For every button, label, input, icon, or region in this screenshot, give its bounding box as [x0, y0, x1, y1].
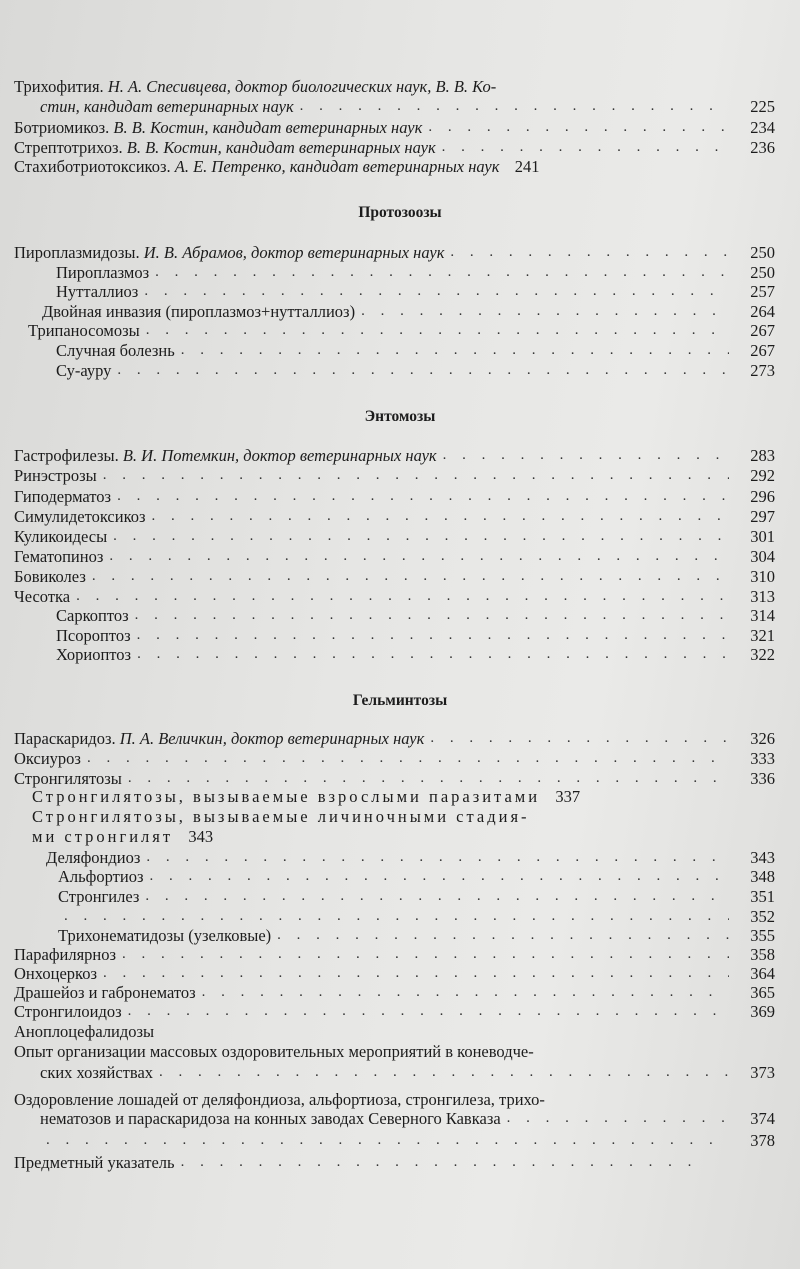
toc-entry-alfortiosis: Альфортиоз . . . 348 [58, 866, 775, 887]
toc-entry-oxyurosis: Оксиуроз . . . 333 [14, 748, 775, 769]
toc-entry-hypodermatosis: Гиподерматоз . . . 296 [14, 486, 775, 507]
toc-entry-streptotrichosis: Стрептотрихоз. В. В. Костин, кандидат ветеринарных наук . . . 236 [14, 137, 775, 158]
toc-entry-piroplasmosis: Пироплазмоз . . . 250 [56, 262, 775, 283]
toc-entry-strongylosis: Стронгилез . . . 351 [58, 886, 775, 907]
toc-entry-horse-recovery-line1: Оздоровление лошадей от деляфондиоза, альфортиоза, стронгилеза, трихо- [14, 1090, 545, 1109]
toc-entry-dourine: Случная болезнь . . . 267 [56, 340, 775, 361]
toc-entry-gastrophilosis: Гастрофилезы. В. И. Потемкин, доктор ветеринарных наук . . . 283 [14, 445, 775, 466]
toc-entry-stachybotryotoxicosis: Стахиботриотоксикоз. А. Е. Петренко, кандидат ветеринарных наук 241 [14, 157, 540, 176]
section-heading-helminthoses: Гельминтозы [352, 692, 448, 709]
toc-entry-strongylatoses-larval-line1: Стронгилятозы, вызываемые личиночными стадия- [32, 807, 530, 826]
toc-entry-mass-measures-line1: Опыт организации массовых оздоровительных мероприятий в коневодче- [14, 1042, 534, 1061]
toc-entry-strongylatoses-adult: Стронгилятозы, вызываемые взрослыми паразитами 337 [32, 787, 581, 806]
toc-entry-delafondiosis: Деляфондиоз . . . 343 [46, 847, 775, 868]
toc-entry-psoroptosis: Псороптоз . . . 321 [56, 625, 775, 646]
toc-entry-double-invasion: Двойная инвазия (пироплазмоз+нутталлиоз) . . . 264 [42, 301, 775, 322]
toc-entry-parafilariosis: Парафилярноз . . . 358 [14, 944, 775, 965]
toc-entry-anoplocephalidoses: Аноплоцефалидозы [14, 1022, 155, 1041]
toc-entry-scabies: Чесотка . . . 313 [14, 586, 775, 607]
section-heading-protozoa: Протозоозы [358, 204, 442, 221]
toc-entry-simuliidotoxicosis: Симулидетоксикоз . . . 297 [14, 506, 775, 527]
toc-entry-onchocercosis: Онхоцеркоз . . . 364 [14, 963, 775, 984]
toc-entry-rhinoestrosis: Ринэстрозы . . . 292 [14, 465, 775, 486]
toc-entry-strongylatoses: Стронгилятозы . . . 336 [14, 768, 775, 789]
toc-entry-bovicolosis: Бовиколез . . . 310 [14, 566, 775, 587]
toc-entry-trichonematidoses: . . . 352 [58, 906, 775, 927]
toc-entry-horse-recovery-line2: нематозов и параскаридоза на конных заводах Северного Кавказа . . . 374 [40, 1108, 775, 1129]
page-number: 225 [750, 97, 775, 116]
toc-entry-strongyloidosis: Стронгилоидоз . . . 369 [14, 1001, 775, 1022]
toc-entry-draschiosis-habronematosis: Драшейоз и габронематоз . . . 365 [14, 982, 775, 1003]
toc-entry-sarcoptosis: Саркоптоз . . . 314 [56, 605, 775, 626]
toc-entry-subject-index: Предметный указатель . . . [14, 1152, 704, 1173]
toc-entry-chorioptosis: Хориоптоз . . . 322 [56, 644, 775, 665]
toc-entry-trypanosomoses: Трипаносомозы . . . 267 [28, 320, 775, 341]
toc-entry-trichophytia-line2: стин, кандидат ветеринарных наук . . . 225 [40, 96, 775, 117]
toc-entry-haematopinosis: Гематопиноз . . . 304 [14, 546, 775, 567]
toc-entry-su-auru: Су-ауру . . . 273 [56, 360, 775, 381]
toc-entry-trichophytia-line1: Трихофития. Н. А. Спесивцева, доктор биологических наук, В. В. Ко- [14, 77, 497, 96]
section-heading-entomoses: Энтомозы [364, 408, 436, 425]
toc-entry-parascaridosis: Параскаридоз. П. А. Величкин, доктор ветеринарных наук . . . 326 [14, 728, 775, 749]
toc-entry-piroplasmidoses: Пироплазмидозы. И. В. Абрамов, доктор ветеринарных наук . . . 250 [14, 242, 775, 263]
toc-entry-page-378: . . . 378 [40, 1130, 775, 1151]
toc-entry-botriomycosis: Ботриомикоз. В. В. Костин, кандидат ветеринарных наук . . . 234 [14, 117, 775, 138]
toc-entry-strongylatoses-larval-line2: ми стронгилят 343 [32, 827, 214, 846]
toc-entry-trichonematidoses-nodular: Трихонематидозы (узелковые) . . . 355 [58, 925, 775, 946]
toc-entry-culicoides: Куликоидесы . . . 301 [14, 526, 775, 547]
toc-entry-nuttalliosis: Нутталлиоз . . . 257 [56, 281, 775, 302]
toc-entry-mass-measures-line2: ских хозяйствах . . . 373 [40, 1062, 775, 1083]
